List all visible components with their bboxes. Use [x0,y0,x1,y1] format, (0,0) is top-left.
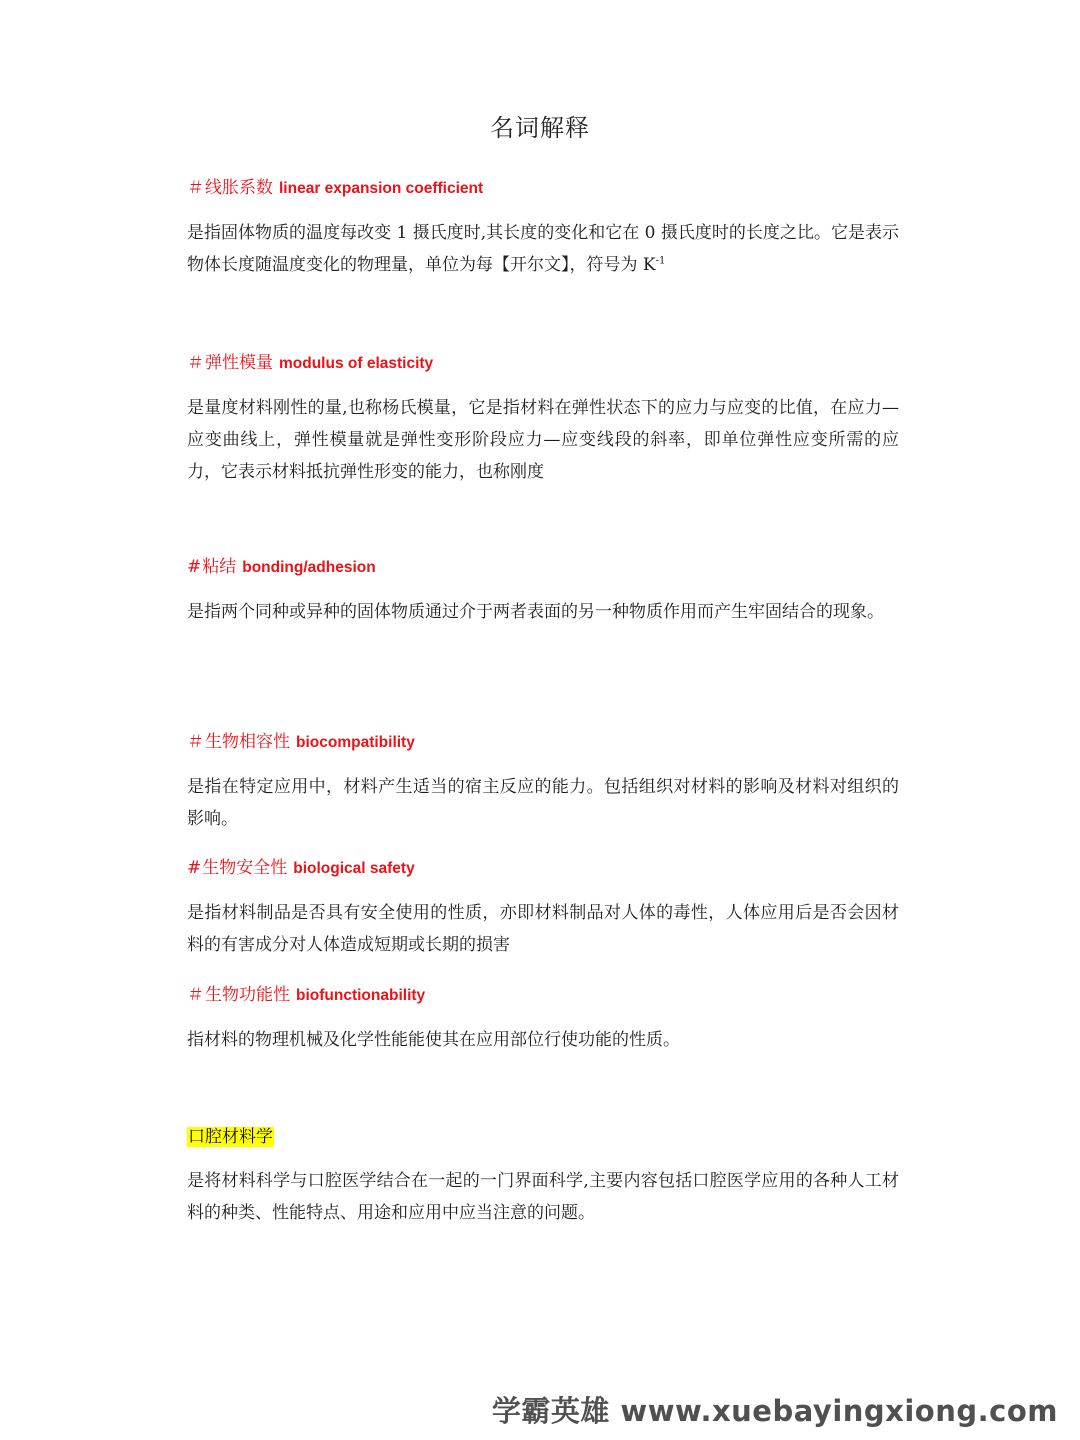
term-zh: 粘结 [202,557,237,577]
term-heading [187,351,899,376]
hash-mark: ＃ [187,353,204,373]
definition: 是量度材料刚性的量,也称杨氏模量，它是指材料在弹性状态下的应力与应变的比值，在应力—应变曲线上，弹性模量就是弹性变形阶段应力—应变线段的斜率，即单位弹性应变所需的应力，它表示材料抵抗弹性形变的能力，也称刚度 [187,398,899,482]
term-heading [187,555,899,580]
entry-biocompatibility [187,730,899,835]
term-heading [187,176,899,201]
definition: 是指在特定应用中，材料产生适当的宿主反应的能力。包括组织对材料的影响及材料对组织的影响。 [187,777,899,829]
definition-text: 是指固体物质的温度每改变 1 摄氏度时,其长度的变化和它在 0 摄氏度时的长度之比。它是表示物体长度随温度变化的物理量，单位为每【开尔文】，符号为 K [187,223,899,275]
entry-dental-materials [187,1125,899,1229]
page-title: 名词解释 [490,114,590,142]
term-en: biocompatibility [296,734,415,751]
term-zh: 口腔材料学 [188,1127,273,1147]
watermark: 学霸英雄 www.xuebayingxiong.com [491,1394,1058,1428]
hash-mark: ＃ [187,985,204,1005]
term-heading-highlighted [187,1125,899,1149]
term-zh: 线胀系数 [205,178,273,198]
entry-modulus-of-elasticity [187,351,899,488]
term-heading [187,730,899,755]
hash-mark: ＃ [187,178,204,198]
term-zh: 生物安全性 [202,858,288,878]
term-en: linear expansion coefficient [279,180,484,197]
term-en: biofunctionability [296,987,426,1004]
term-zh: 生物功能性 [205,985,290,1005]
unit-superscript: -1 [655,255,666,267]
term-heading [187,983,899,1008]
hash-mark: # [187,858,202,878]
term-zh: 生物相容性 [205,732,290,752]
definition: 是将材料科学与口腔医学结合在一起的一门界面科学,主要内容包括口腔医学应用的各种人工材料的种类、性能特点、用途和应用中应当注意的问题。 [187,1171,899,1223]
entry-linear-expansion-coefficient [187,176,899,281]
entry-biological-safety [187,856,899,961]
term-heading [187,856,899,881]
term-en: biological safety [293,860,415,877]
term-en: bonding/adhesion [242,559,376,576]
definition [187,217,899,281]
definition: 是指材料制品是否具有安全使用的性质，亦即材料制品对人体的毒性，人体应用后是否会因材料的有害成分对人体造成短期或长期的损害 [187,903,899,955]
entry-biofunctionability [187,983,899,1056]
hash-mark: ＃ [187,732,204,752]
definition: 指材料的物理机械及化学性能能使其在应用部位行使功能的性质。 [187,1030,680,1050]
term-en: modulus of elasticity [279,355,434,372]
term-zh: 弹性模量 [205,353,273,373]
entry-bonding-adhesion [187,555,899,628]
definition: 是指两个同种或异种的固体物质通过介于两者表面的另一种物质作用而产生牢固结合的现象。 [187,602,884,622]
hash-mark: # [187,557,202,577]
